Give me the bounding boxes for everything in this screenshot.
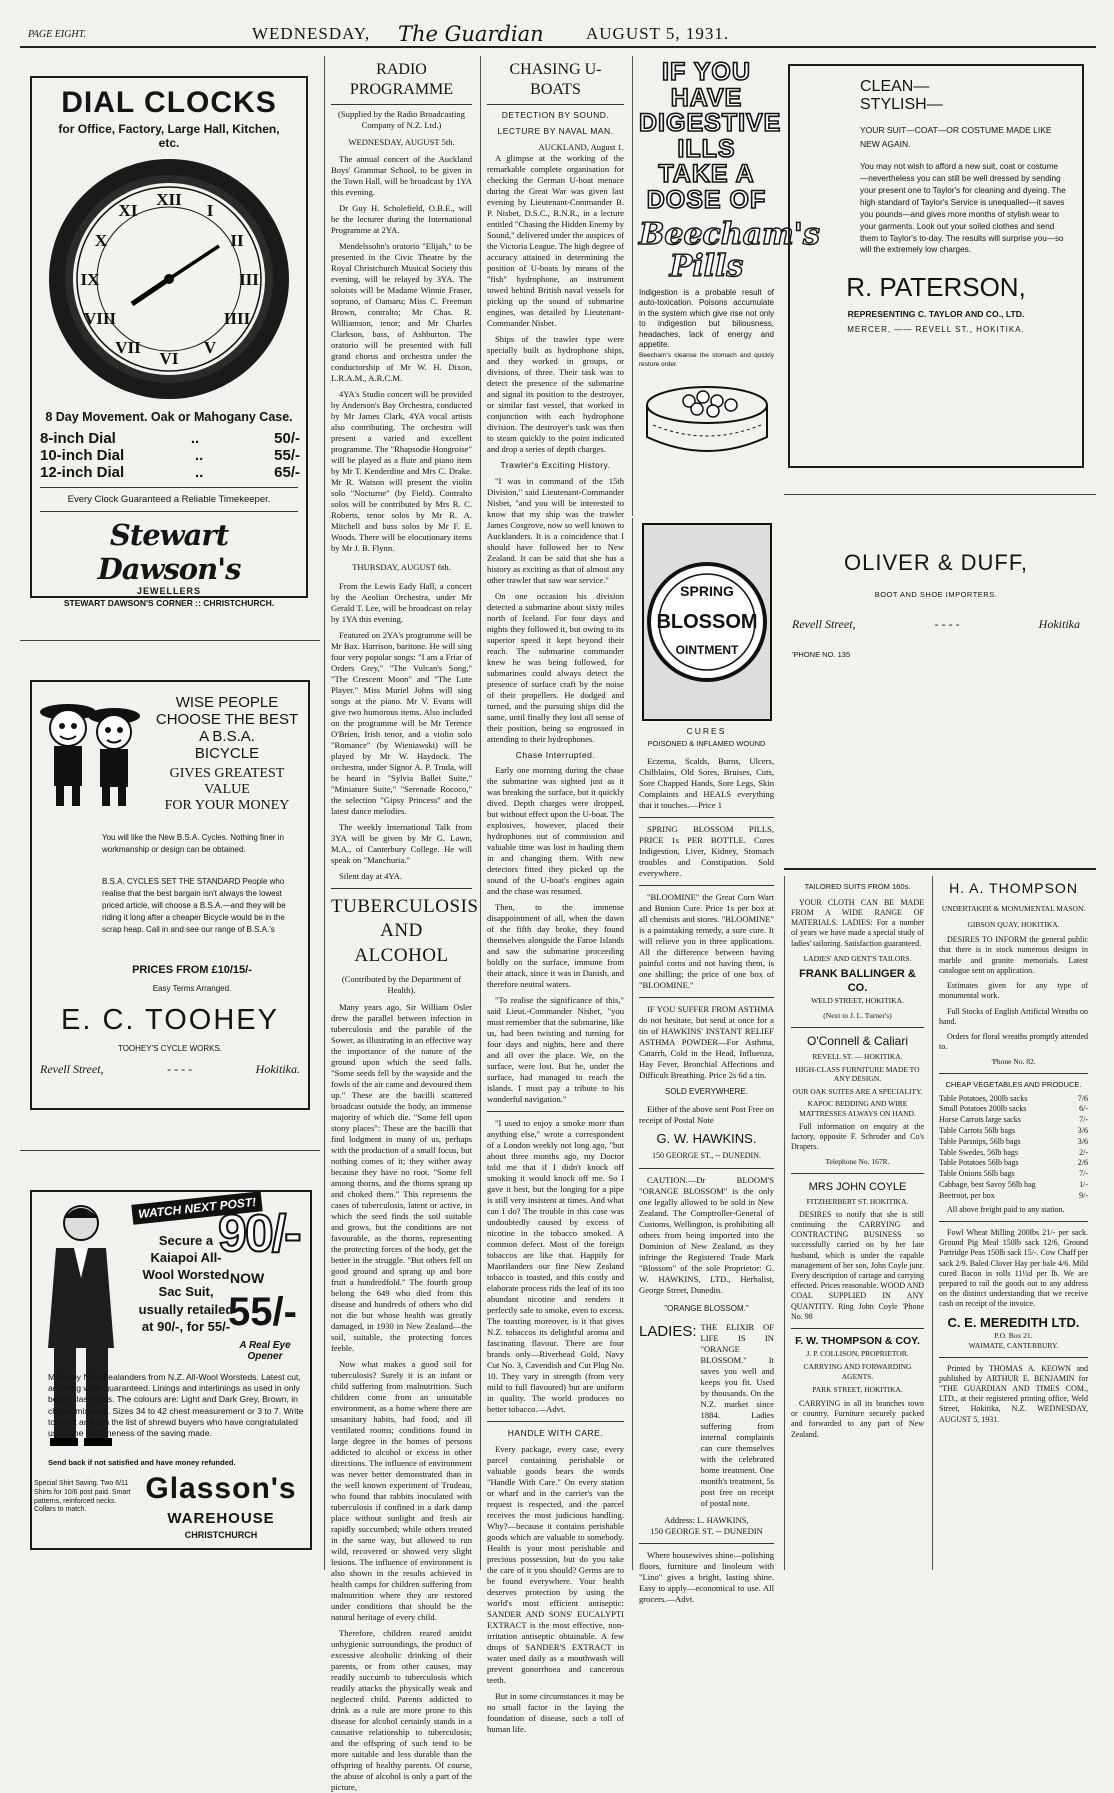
cartoon-children-icon <box>38 690 143 810</box>
veg-row: Table Onions 56lb bags 7/- <box>939 1169 1088 1179</box>
tailored-heading: TAILORED SUITS FROM 160s. <box>804 882 911 891</box>
bsa-paragraph-1: You will like the New B.S.A. Cycles. Nothing finer in workmanship or design can be obtained. <box>102 833 285 854</box>
veg-row: Horse Carrots large sacks 7/- <box>939 1115 1088 1125</box>
svg-text:III: III <box>239 270 259 289</box>
park-street: PARK STREET, HOKITIKA. <box>812 1385 903 1395</box>
seal-word-ointment: OINTMENT <box>675 643 739 657</box>
uboats-paragraph: "I was in command of the 15th Division," said Lieutenant-Commander Nisbet, "and you will be interested to know that my ship was the trawler James Cosgrove, now so well known to Aucklanders. It is a coincidence that I should have followed her to New Zealand. It can be said that she has a history as exciting as that of almost any other trawler that saw war service." <box>487 475 624 585</box>
oconnell-line: KAPOC BEDDING AND WIRE MATTRESSES ALWAYS ON HAND. <box>799 1099 916 1119</box>
clock-guarantee: Every Clock Guaranteed a Reliable Timekeeper. <box>67 494 271 505</box>
oconnell-info: Full information on enquiry at the factory, opposite F. Schroder and Co's Drapers. <box>791 1121 924 1152</box>
oliver-duff-phone: 'PHONE NO. 135 <box>792 650 851 659</box>
cures-sub: POISONED & INFLAMED WOUND <box>647 738 766 748</box>
oliver-duff-name: OLIVER & DUFF, <box>844 550 1028 575</box>
svg-text:VIII: VIII <box>83 309 117 328</box>
thompson-coy-name: F. W. THOMPSON & COY. <box>795 1335 920 1348</box>
undertaker-label: UNDERTAKER & MONUMENTAL MASON. <box>941 903 1086 913</box>
stocks-text: Full Stocks of English Artificial Wreaths on hand. <box>939 1006 1088 1026</box>
beecham-line: DOSE OF <box>646 185 767 214</box>
toohey-name: E. C. TOOHEY <box>61 1004 279 1036</box>
bsa-prices: PRICES FROM £10/15/- <box>132 964 252 976</box>
coyle-text: DESIRES to notify that she is still continuing the CARRYING and CONTRACTING BUSINESS so successfully carried on by her late husband, which is under the capable management of her son, John Coyle junr. Every description of cartage and carrying effected. Prices reasonable. WOOD AND COAL SUPPLIED IN ANY QUANTITY. Ring John Coyle 'Phone No. 98 <box>791 1209 924 1321</box>
estimates-text: Estimates given for any type of monumental work. <box>939 981 1088 1001</box>
toohey-address: Revell Street, - - - - Hokitika. <box>40 1062 300 1076</box>
fowl-text: Fowl Wheat Milling 200lbs 21/- per sack. Ground Pig Meal 150lb sack 12/6. Ground Partridge Peas 150lb sack 15/-. Cow Chaff per sack 2/9. Baled Clover Hay per bale 4/6. Mild cured Bacon in rolls 11½d per lb. We are prepared to rail the goods out to any address on the distinct understanding that we receive cash on receipt of the invoice. <box>939 1227 1088 1309</box>
dial-clocks-sub: for Office, Factory, Large Hall, Kitchen, etc. <box>58 122 280 150</box>
bsa-line-1: WISE PEOPLE <box>175 694 279 711</box>
imprint: Printed by THOMAS A. KEOWN and published by ARTHUR E. BENJAMIN for "THE GUARDIAN AND TIMES COM., LTD., at their registered printing office, Weld Street, Hokitika, N.Z. WEDNESDAY, AUGUST 5, 1931. <box>939 1363 1088 1424</box>
oconnell-name: O'Connell & Caliari <box>807 1033 908 1048</box>
hawkins-address-3: 150 GEORGE ST. -- DUNEDIN <box>650 1525 763 1536</box>
svg-text:V: V <box>203 338 217 357</box>
beecham-line: DIGESTIVE <box>639 109 782 137</box>
spring-blossom-column <box>632 518 780 1604</box>
radio-paragraph: From the Lewis Eady Hall, a concert by the Aeolian Orchestra, under Mr Gerald T. Lee, will be broadcast on relay by 1YA this evening. <box>331 580 472 624</box>
veg-row: Cabbage, best Savoy 56lb bag 1/- <box>939 1180 1088 1189</box>
svg-text:X: X <box>94 231 108 250</box>
paterson-sub: YOUR SUIT—COAT—OR COSTUME MADE LIKE NEW AGAIN. <box>860 125 1052 149</box>
carrying-text: CARRYING in all its branches town or country. Furniture securely packed and forwarded to any part of New Zealand. <box>791 1398 924 1439</box>
svg-text:XI: XI <box>118 201 138 220</box>
uboats-paragraph: Then, to the immense disappointment of all, when the dawn of the fifth day broke, they found themselves alongside the Faroe Islands and saw the submarine proceeding boldly on the surface, immune from their attack, since it was in Danish, and therefore neutral waters. <box>487 902 624 990</box>
ballinger-next: (Next to J. L. Turner's) <box>823 1011 892 1021</box>
veg-row: Table Swedes, 56lb bags 2/- <box>939 1147 1088 1157</box>
bsa-terms: Easy Terms Arranged. <box>152 984 232 993</box>
bsa-line-3: A B.S.A. <box>199 728 255 745</box>
radio-wednesday: WEDNESDAY, AUGUST 5th. <box>348 136 455 147</box>
tb-paragraph: Now what makes a good soil for tuberculosis? Surely it is an infant or child suffering from malnutrition. Such children come from an unsuitable environment, as a home where there are unsanitary habits, bad food, and ill ventilated rooms; conditions found in large degree in the homes of persons addicted to alcohol or excess in other directions. The influence of environment was never better demonstrated than in the well known experiment of Trudeau, who found that rabbits inoculated with tuberculosis if confined in a dark damp place without sunlight and fresh air rapidly succumbed; while others treated in the same way, but allowed to run wild, recovered or showed very slight lesions. The influence of environment is also shown in the results achieved in health camps for children suffering from malnutrition where they are restored under conditions that should be the natural heritage of every child. <box>331 1358 472 1622</box>
small-ads-left <box>784 876 930 1570</box>
svg-text:I: I <box>206 201 214 220</box>
radio-paragraph: Silent day at 4YA. <box>339 870 403 881</box>
radio-thursday: THURSDAY, AUGUST 6th. <box>352 561 451 572</box>
radio-headline: RADIO PROGRAMME <box>331 60 472 105</box>
glassons-warehouse: WAREHOUSE <box>167 1510 275 1527</box>
meredith-name: C. E. MEREDITH LTD. <box>947 1314 1080 1330</box>
bsa-line-7: FOR YOUR MONEY <box>164 798 290 813</box>
clock-price-row: 8-inch Dial .. 50/- <box>40 430 300 447</box>
radio-paragraph: 4YA's Studio concert will be provided by Anderson's Bay Orchestra, conducted by Mr James Clark, 4YA vocal artists also contributing. The orchestra will present a varied and excellent programme. The "Rhapsodie Hongroise" will be played as a flute and piano item by Mr T. Kenderdine and Mrs C. Drake. Mr R. Watson will present the violin solo "Nocturne" (by Field). Contralto solos will be contributed by Mrs R. C. Roberts, tenor solos by Mr R. A. Mitchell and bass solos by Mr F. E. Woods. There will be elocutionary items by Mr J. B. Flynn. <box>331 388 472 553</box>
handle-paragraph: Every package, every case, every parcel containing perishable or valuable goods bears the words "Handle With Care." On every station or wharf and in the carrier's van the request is respected, and the parcel receives the most judicious handling. Why?—because it contains perishable goods which are valuable to somebody. Health is your most perishable and precious possession, but do you take the care of it you should? Germs are to be found everywhere. Your health deserves protection by using the world's most efficient antiseptic: SANDER AND SONS' EUCALYPTI EXTRACT is the most effective, non-irritation antiseptic obtainable. A few drops of SANDER'S EXTRACT in water used daily as a mouthwash will prevent gonorrhoea and cancerous teeth. <box>487 1444 624 1686</box>
refund-note: Send back if not satisfied and have money refunded. <box>48 1458 236 1467</box>
beechams-ad <box>632 56 820 516</box>
orders-text: Orders for floral wreaths promptly attended to. <box>939 1031 1088 1052</box>
clock-movement: 8 Day Movement. Oak or Mahogany Case. <box>45 410 293 424</box>
uboats-paragraph: On one occasion his division detected a submarine about sixty miles north of Iceland. For four days and nights they followed it, but owing to its superior speed it kept beyond their reach. The submarine commander knew he was being followed, for submarines could always detect the presence of surface craft by the noise of their propellers. He dodged and turned, and the pursuing ships did the same, until finally they lost all sense of their position, being so engrossed in attending to their hydrophones. <box>487 590 624 744</box>
beecham-text: Indigestion is a probable result of auto-toxication. Poisons accumulate in the system which give rise not only to indigestion but biliousness, headaches, lack of energy and appetite. <box>639 288 774 349</box>
ointment-seal-icon <box>639 522 775 722</box>
bsa-line-5: GIVES GREATEST <box>169 766 285 781</box>
shirt-saving: Special Shirt Saving. Two 6/11 Shirts for 10/6 post paid. Smart patterns, reinforced necks. Collars to match. <box>34 1480 131 1514</box>
radio-paragraph: Dr Guy H. Scholefield, O.B.E., will be the lecturer during the International Programme at 2YA. <box>331 202 472 235</box>
either-text: Either of the above sent Post Free on receipt of Postal Note <box>639 1103 774 1125</box>
dial-clocks-headline: DIAL CLOCKS <box>61 86 277 119</box>
glassons-name: Glasson's <box>145 1472 297 1505</box>
oliver-duff-ad <box>788 540 1084 710</box>
jewellers-label: JEWELLERS <box>136 586 201 596</box>
secure-suit-text: Secure a Kaiapoi All-Wool Worsted Sac Suit, usually retailed at 90/-, for 55/- <box>138 1233 234 1334</box>
coyle-name: MRS JOHN COYLE <box>808 1180 907 1193</box>
cheap-veg-heading: CHEAP VEGETABLES AND PRODUCE. <box>945 1080 1082 1090</box>
veg-row: Beetroot, per box 9/- <box>939 1190 1088 1200</box>
small-ads-right <box>932 876 1094 1570</box>
svg-text:VI: VI <box>159 349 179 368</box>
clock-price-row: 10-inch Dial .. 55/- <box>40 447 300 464</box>
beecham-line: HAVE <box>670 83 743 112</box>
tobacco-paragraph: "I used to enjoy a smoke more than anything else," wrote a correspondent of a London weekly not long ago, "but about three months ago, my Doctor told me that if I didn't knock off smoking it would knock off me. So I gave it best, but the longing for a pipe is still very insistent at times. And what can I do? The trouble in this case was undoubtedly caused by excess of nicotine in the tobacco smoked. A common defect. Most of the foreign tobaccos are like that. Happily for Maorilanders our fine New Zealand tobacco is toasted, and this costly and elaborate process rids the leaf of its too abundant nicotine and renders it perfectly safe to smoke, even to excess. The toasting moreover, is it that gives N.Z. tobaccos its delightful aroma and fascinating flavour. There are four brands only—Riverhead Gold, Navy Cut No. 3, Cavendish and Cut Plug No. 10. They vary in strength (from very mild to full flavoured) but are uniform in quality. The world produces no better tobacco.—Advt. <box>487 1118 624 1415</box>
paterson-rep: REPRESENTING C. TAYLOR AND CO., LTD. <box>847 309 1025 320</box>
uboats-headline: CHASING U-BOATS <box>487 60 624 105</box>
thompson-proprietor: J. P. COLLISON, PROPRIETOR. <box>806 1348 909 1358</box>
bloomine-text: "BLOOMINE" the Great Corn Wart and Bunion Cure. Price 1s per box at all chemists and stores. "BLOOMINE" is a painstaking remedy, a sure cure. It will relieve you in three applications. All the difference between having painful corns and not having them, is one shilling; the price of one box of "BLOOMINE." <box>639 892 774 991</box>
sold-everywhere: SOLD EVERYWHERE. <box>665 1087 748 1097</box>
svg-text:VII: VII <box>115 338 141 357</box>
uboats-sub4: Chase Interrupted. <box>515 749 596 760</box>
clock-price-row: 12-inch Dial .. 65/- <box>40 464 300 481</box>
uboats-dateline: AUCKLAND, August 1. <box>538 141 624 152</box>
oliver-duff-address: Revell Street, - - - - Hokitika <box>792 617 1080 631</box>
stewart-dawson-logo: Stewart Dawson's <box>97 518 241 586</box>
uboats-paragraph: A glimpse at the working of the remarkable complete organisation for checking the German U-boat menace during the Great War was given last evening by Lieutenant-Commander B. P. Nisbet, D.S.C., R.N.R., in a lecture entitled "Chasing the Hidden Enemy by Sound," delivered under the auspices of the Victoria League. The high degree of accuracy attained in determining the position of U-boats by means of the "fish" hydrophone, an instrument towed behind British naval vessels for picking up the sound of submarine engines, was detailed by Lieutenant-Commander Nisbet. <box>487 152 624 328</box>
tb-headline: TUBERCULOSIS AND ALCOHOL <box>331 895 479 966</box>
masthead-date: AUGUST 5, 1931. <box>586 24 730 43</box>
paterson-clean: CLEAN— <box>860 78 930 95</box>
radio-supplied: (Supplied by the Radio Broadcasting Company of N.Z. Ltd.) <box>338 108 465 130</box>
bsa-line-2: CHOOSE THE BEST <box>155 711 299 728</box>
tb-paragraph: Therefore, children reared amidst unhygienic surroundings, the product of excessive alcoholic drinking of their parents, or from other causes, may readily succumb to tuberculosis which readily attacks the physically weak and neglected child. Parents addicted to drink as a rule are more prone to this disease for alcohol certainly stands in a causative relationship to tuberculosis; and the offspring of such tend to be more suitable and less durable than the offspring of healthy parents. Of course, the abuse of alcohol is only a part of the picture, <box>331 1627 472 1792</box>
pills-text: SPRING BLOSSOM PILLS, PRICE 1s PER BOTTLE. Cures Indigestion, Liver, Kidney, Stomach troubles and Constipation. Sold everywhere. <box>639 824 774 879</box>
divider <box>20 640 320 641</box>
uboats-sub1: DETECTION BY SOUND. <box>501 109 610 120</box>
uboats-paragraph: Ships of the trawler type were specially built as hydrophone ships, and they worked in groups, or divisions, of three. Their task was to detect the presence of the submarine and signal its position to the destroyer, or similar fast vessel, that worked in conjunction with each hydrophone division. The destroyer's task was then to steam quickly to the point indicated and drop a series of depth charges. <box>487 333 624 454</box>
pill-box-icon <box>639 375 775 465</box>
gibson-text: DESIRES TO INFORM the general public that there is in stock numerous designs in marble and granite memorials. Latest catalogue sent on application. <box>939 935 1088 975</box>
svg-text:XII: XII <box>156 190 182 209</box>
oconnell-address: REVELL ST. — HOKITIKA. <box>812 1052 903 1062</box>
beecham-line: TAKE A <box>658 160 755 188</box>
real-eye-opener: A Real Eye Opener <box>239 1340 291 1362</box>
caution-text: CAUTION.—Dr BLOOM'S "ORANGE BLOSSOM" is the only one legally allowed to be sold in New Zealand. The Comptroller-General of Customs, Wellington, is prohibiting all others from being imported into the Dominion of New Zealand, as they infringe the Registered Trade Mark "Blossom" of the sole Proprietor: G. W. HAWKINS, LTD., Herbalist, George Street, Dunedin. <box>639 1174 774 1295</box>
ladies-text: THE ELIXIR OF LIFE IS IN "ORANGE BLOSSOM." It saves you well and keeps you fit. Used by thousands. On the N.Z. market since 1884. Ladies suffering from internal complaints can cure themselves with the celebrated home treatment. One month's treatment, 5s post free on receipt of postal note. <box>700 1321 774 1508</box>
glassons-ad <box>30 1190 312 1550</box>
masthead-title: The Guardian <box>398 22 544 46</box>
beecham-line: IF YOU <box>662 58 751 86</box>
veg-row: Table Parsnips, 56lb bags 3/6 <box>939 1136 1088 1146</box>
cures-list: Eczema, Scalds, Burns, Ulcers, Chilblains, Old Sores, Bruises, Cuts, Sore Chapped Hands, Sore Legs, Skin Complaints and HEALS everything that it touches.—Price 1 <box>639 756 774 811</box>
ladies-heading: LADIES: <box>639 1322 697 1340</box>
paterson-body: You may not wish to afford a new suit, coat or costume—nevertheless you can still be well dressed by sending your present one to Taylor's for cleaning and dyeing. The high standard of Taylor's Service is unequalled—it saves you pounds—and gives more months of stylish wear to your garments. Look out your soiled clothes and send them to Taylor's to-day. The results will surprise you—so will the extremely low charges. <box>860 162 1066 255</box>
paterson-stylish: STYLISH— <box>860 96 943 113</box>
ballinger-address: WELD STREET, HOKITIKA. <box>811 995 904 1005</box>
bsa-line-4: BICYCLE <box>194 745 260 762</box>
uboats-paragraph: "To realise the significance of this," said Lieut.-Commander Nisbet, "you must remember that the submarine, like us, had been twisting and turning for four days and nights, here and there and all over the place. We, on the surface, were lost. But he, under the surface, had managed to reach the islands. I must pay a tribute to his wonderful navigation." <box>487 995 624 1105</box>
gibson-quay: GIBSON QUAY, HOKITIKA. <box>967 919 1060 929</box>
tb-contributed: (Contributed by the Department of Health). <box>341 973 462 995</box>
tailored-text: YOUR CLOTH CAN BE MADE FROM A WIDE RANGE OF MATERIALS. LADIES: For a number of years we have made a special study of ladies' tailoring. Satisfaction guaranteed. <box>791 897 924 948</box>
seal-word-spring: SPRING <box>680 583 734 599</box>
radio-paragraph: The annual concert of the Auckland Boys' Grammar School, to be given in the Town Hall, will be broadcast by 1YA this evening. <box>331 153 472 197</box>
glassons-body: Made by New Zealanders from N.Z. All-Wool Worsteds. Latest cut, and long wear guaranteed. Linings and interlinings as used in only better class suits. The colours are: Light and Dark Grey, Brown, in choice mixtures. Sizes 34 to 42 chest measurement or 3 to 7. Write to-night and join the list of shrewd buyers who have congratulated us on the genuineness of the saving made. <box>48 1372 304 1438</box>
uboats-sub2: LECTURE BY NAVAL MAN. <box>497 125 614 136</box>
veg-row: Table Potatoes 56lb bags 2/6 <box>939 1158 1088 1168</box>
lino-text: Where housewives shine—polishing floors, furniture and linoleum with "Lino" gives a bright, lasting shine. Easy to apply—economical to use. All grocers.—Advt. <box>639 1549 774 1604</box>
bsa-line-6: VALUE <box>204 782 250 797</box>
hawkins-address: 150 GEORGE ST., -- DUNEDIN. <box>652 1151 761 1161</box>
svg-text:II: II <box>230 231 244 250</box>
veg-price-list <box>939 1094 1088 1202</box>
new-price: 55/- <box>228 1290 297 1334</box>
oconnell-phone: Telephone No. 167R. <box>825 1157 890 1167</box>
last-paragraph: But in some circumstances it may be no small factor in the laying the foundation of disease, such a toll of human life. <box>487 1691 624 1735</box>
paterson-mercer: MERCER, —— REVELL ST., HOKITIKA. <box>847 325 1025 335</box>
hawkins-address-2: Address: L. HAWKINS, <box>664 1514 749 1525</box>
uboats-paragraph: Early one morning during the chase the submarine was sighted just as it was breaking the surface, but it quickly dived. Depth charges were dropped, but without effect upon the U-boat. The explosives, however, placed their hydrophones out of commission and valuable time was lost in hauling them in and changing them. With new detectors fitted they picked up the sound of the U-boat's engines again and the chase was resumed. <box>487 765 624 897</box>
watch-next-post-banner: WATCH NEXT POST! <box>131 1191 263 1225</box>
bsa-bicycle-ad <box>30 680 310 1110</box>
beechams-logo: Beecham's Pills <box>639 217 820 284</box>
ladies-gents: LADIES' AND GENT'S TAILORS. <box>803 953 912 963</box>
dial-clocks-ad <box>30 76 308 608</box>
beecham-line: ILLS <box>677 134 736 163</box>
stewart-dawson-address: STEWART DAWSON'S CORNER :: CHRISTCHURCH. <box>63 598 275 608</box>
svg-text:IIII: IIII <box>223 309 251 328</box>
bsa-paragraph-2: B.S.A. CYCLES SET THE STANDARD People who realise that the best bargain isn't always the lowest priced article, will choose a B.S.A.—and they will be riding it long after a cheaper Bicycle would be in the scrap heap. Call in and see our range of B.S.A.'s <box>102 877 286 934</box>
oliver-duff-sub: BOOT AND SHOE IMPORTERS. <box>874 590 998 599</box>
oconnell-line: HIGH-CLASS FURNITURE MADE TO ANY DESIGN. <box>795 1064 920 1084</box>
divider <box>784 494 1096 495</box>
veg-row: Table Potatoes, 200lb sacks 7/6 <box>939 1093 1088 1103</box>
seal-word-blossom: BLOSSOM <box>656 611 758 633</box>
divider <box>20 1150 320 1151</box>
masthead <box>20 22 1096 48</box>
hawkins-name: G. W. HAWKINS. <box>656 1130 757 1146</box>
glassons-city: CHRISTCHURCH <box>184 1530 258 1540</box>
radio-column <box>324 56 479 1792</box>
waimate: WAIMATE, CANTERBURY. <box>968 1340 1059 1350</box>
old-price: 90/- <box>218 1205 300 1263</box>
svg-text:IX: IX <box>80 270 100 289</box>
coyle-address: FITZHERBERT ST. HOKITIKA. <box>806 1197 909 1206</box>
tb-paragraph: Many years ago, Sir William Osler drew the parallel between infection in tuberculosis and the parable of the Sower, as illustrating in an effective way the importance of the nature of the ground upon which the seed falls. "Some seeds fell by the wayside and the fowls of the air came and devoured them up." These are the bacilli scattered broadcast outside the body, an immense majority of which die. "Some fell upon stony places": These are the bacilli that find lodgment in many of us, perhaps with the production of a small focus, but nothing comes of it; they wither away because they have no root. "Some fell among thorns, and the thorns sprang up and choked them." This represents the cases of tuberculosis, latent or active, in which the seed finds the soil suitable and grows, but the conditions are not favourable, as the thorns, representing the protecting forces of the body, get the better in the struggle. "But others fell on good ground and sprang up and bore fruit a hundredfold." The fourth group belong the 649 who died from this disease and hundreds of others who did not die but whose health was greatly damaged, in 1930 in New Zealand—the soil, suitable, the protecting forces feeble. <box>331 1001 472 1353</box>
page-number: PAGE EIGHT. <box>28 29 86 40</box>
ballinger-name: FRANK BALLINGER & CO. <box>799 968 916 995</box>
carrying-agents: CARRYING AND FORWARDING AGENTS. <box>803 1362 912 1381</box>
beecham-small: Beecham's cleanse the stomach and quickly restore order. <box>639 352 774 368</box>
radio-paragraph: Featured on 2YA's programme will be Mr Bax. Harrison, baritone. He will sing four very popular songs: "I am a Friar of Orders Grey," "The Vulcan's Song," "The Crescent Moon" and "The Lute Player." Miss Muriel Johns will sing songs at the piano. Mr V. Evans will give two humorous items. Also included on the programme will be Mr Terence O'Brien, Irish tenor, and a violin solo "Romance" (by Wieniawski) will be played by Mr W. Haydock. The orchestra, under Signor A. P. Truda, will be heard in "Sylvia Ballet Suite," "Miniature Suite," "Serenade Rococo," the selection "Gipsy Princess" and the latest dance melodies. <box>331 629 472 816</box>
uboats-column <box>480 56 630 1735</box>
now-label: NOW <box>230 1270 265 1286</box>
radio-paragraph: Mendelssohn's oratorio "Elijah," to be presented in the Civic Theatre by the Royal Christchurch Musical Society this evening, will be relayed by 3YA. The soloists will be Madame Winnie Fraser, soprano, of Oamaru; Miss C. Freeman Brown, contralto; Mr Chas. R. Williamson, tenor; and Mr Charles Clarkson, bass, of Ashburton. The oratorio will be presented with full grand chorus and orchestra under the conductorship of Mr W. H. Dixon, L.R.A.M., A.R.C.M. <box>331 240 472 383</box>
freight-note: All above freight paid to any station. <box>947 1204 1065 1214</box>
phone-82: 'Phone No. 82. <box>991 1057 1036 1067</box>
handle-headline: HANDLE WITH CARE. <box>507 1428 604 1439</box>
masthead-day: WEDNESDAY, <box>252 24 371 43</box>
oconnell-line: OUR OAK SUITES ARE A SPECIALITY. <box>792 1086 923 1096</box>
toohey-works: TOOHEY'S CYCLE WORKS. <box>117 1044 223 1053</box>
asthma-text: IF YOU SUFFER FROM ASTHMA do not hesitate, but send at once for a tin of HAWKINS' INSTANT RELIEF ASTHMA POWDER—For Asthma, Catarrh, Cold in the Head, Influenza, Hay Fever, Bronchial Affections and Difficult Breathing. Price 2s 6d a tin. <box>639 1004 774 1081</box>
divider <box>784 868 1096 870</box>
paterson-name: R. PATERSON, <box>846 272 1026 303</box>
wall-clock-icon <box>44 154 294 404</box>
veg-row: Small Potatoes 200lb sacks 6/- <box>939 1104 1088 1114</box>
radio-paragraph: The weekly International Talk from 3YA will be given by Mr G. Lawn, M.A., of Canterbury College. He will speak on "Manchuria." <box>331 821 472 865</box>
uboats-sub3: Trawler's Exciting History. <box>500 459 611 470</box>
paterson-ad <box>788 64 1084 468</box>
h-thompson-name: H. A. THOMPSON <box>949 880 1078 896</box>
veg-row: Table Carrots 56lb bags 3/6 <box>939 1126 1088 1136</box>
po-box: P.O. Box 21. <box>994 1331 1033 1341</box>
cures-label: CURES <box>686 726 727 736</box>
orange-blossom: "ORANGE BLOSSOM." <box>664 1303 749 1313</box>
